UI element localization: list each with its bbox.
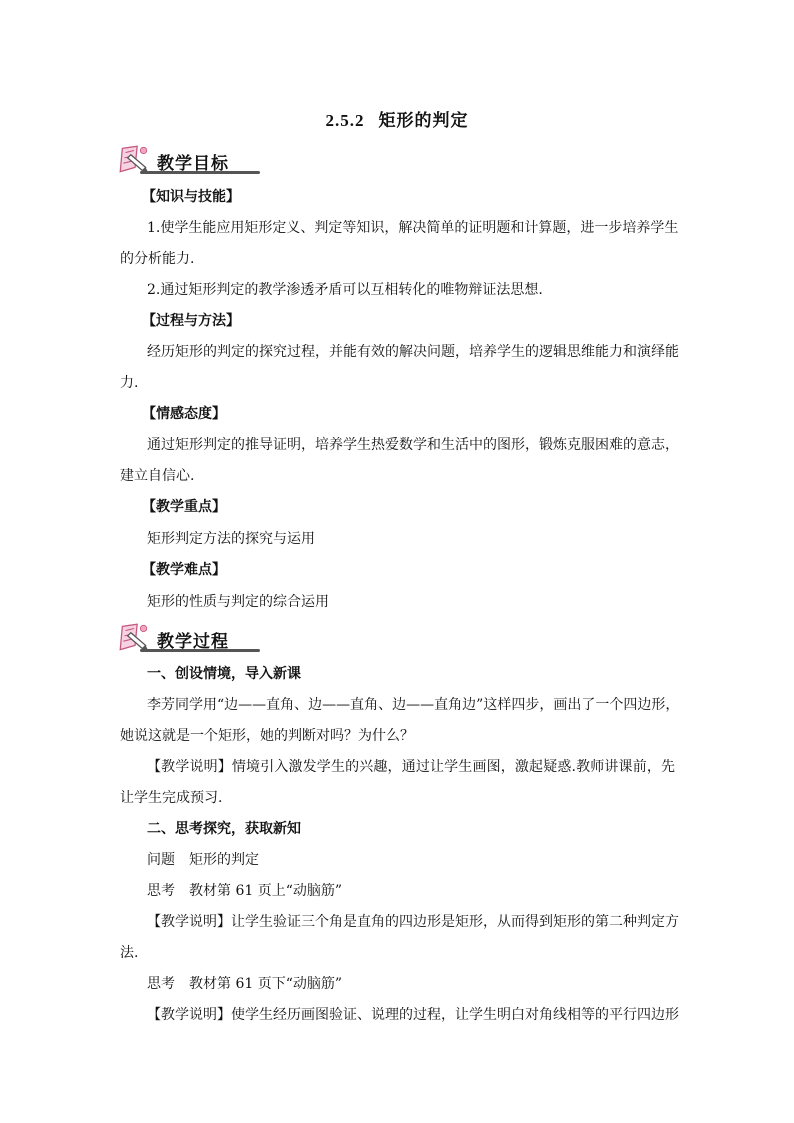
think-line (147, 881, 675, 901)
question-text: 矩形的判定 (189, 852, 259, 868)
difficulty-heading: 【教学难点】 (142, 562, 226, 578)
paragraph-line: 李芳同学用“边——直角、边——直角、边——直角边”这样四步，画出了一个四边形， (147, 697, 680, 713)
think-text: 教材第 61 页下“动脑筋” (189, 976, 343, 992)
paragraph-line: 矩形的性质与判定的综合运用 (147, 594, 329, 610)
method-heading: 【过程与方法】 (142, 313, 240, 329)
paragraph-line: 矩形判定方法的探究与运用 (147, 531, 315, 547)
paragraph-line: 法. (120, 945, 139, 961)
section-heading: 二、思考探究，获取新知 (147, 821, 301, 837)
think-text: 教材第 61 页上“动脑筋” (189, 883, 343, 899)
paragraph-line: 经历矩形的判定的探究过程，并能有效的解决问题，培养学生的逻辑思维能力和演绎能 (147, 344, 679, 360)
paragraph-line: 力. (120, 375, 139, 391)
banner-teaching-goals (116, 144, 256, 176)
paragraph-line: 建立自信心. (120, 468, 195, 484)
paragraph-line: 通过矩形判定的推导证明，培养学生热爱数学和生活中的图形，锻炼克服困难的意志， (147, 437, 679, 453)
page-title (0, 106, 794, 131)
section-number: 2.5.2 (325, 111, 365, 130)
banner-label: 教学目标 (157, 154, 229, 174)
knowledge-heading: 【知识与技能】 (142, 189, 240, 205)
paragraph-line: 2.通过矩形判定的教学渗透矛盾可以互相转化的唯物辩证法思想. (147, 282, 543, 298)
paragraph-line: 【教学说明】使学生经历画图验证、说理的过程，让学生明白对角线相等的平行四边形 (147, 1007, 679, 1023)
section-title-text: 矩形的判定 (378, 111, 469, 131)
question-label: 问题 (147, 852, 175, 868)
paragraph-line: 【教学说明】让学生验证三个角是直角的四边形是矩形，从而得到矩形的第二种判定方 (147, 914, 679, 930)
paragraph-line: 的分析能力. (120, 251, 195, 267)
question-line (147, 850, 675, 870)
paragraph-line: 她说这就是一个矩形，她的判断对吗？为什么？ (120, 728, 414, 744)
attitude-heading: 【情感态度】 (142, 406, 226, 422)
paragraph-line: 让学生完成预习. (120, 790, 223, 806)
paragraph-line: 【教学说明】情境引入激发学生的兴趣，通过让学生画图，激起疑惑.教师讲课前，先 (147, 759, 675, 775)
banner-teaching-process (116, 622, 256, 654)
think-label: 思考 (147, 976, 175, 992)
key-point-heading: 【教学重点】 (142, 499, 226, 515)
think-line (147, 974, 675, 994)
paragraph-line: 1.使学生能应用矩形定义、判定等知识，解决简单的证明题和计算题，进一步培养学生 (147, 220, 679, 236)
think-label: 思考 (147, 883, 175, 899)
section-heading: 一、创设情境，导入新课 (147, 666, 301, 682)
banner-label: 教学过程 (157, 632, 229, 652)
